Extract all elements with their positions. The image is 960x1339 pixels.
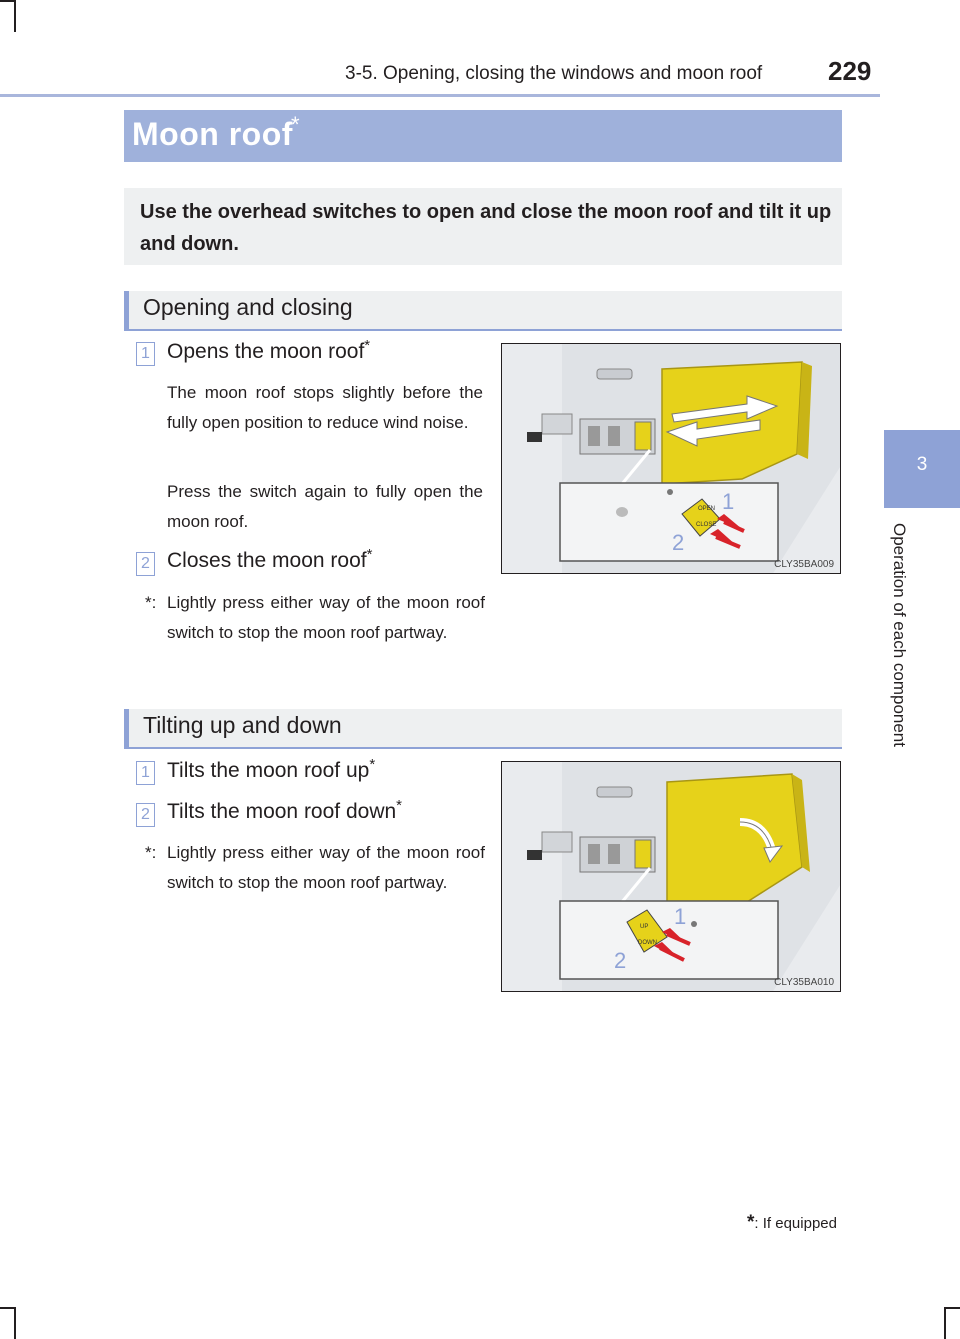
item-number-badge: 2 <box>136 552 155 576</box>
item-opens-moon-roof <box>167 337 371 364</box>
figure-tilt-switch <box>501 761 841 992</box>
callout-1: 1 <box>722 489 735 514</box>
item-number-badge: 1 <box>136 761 155 785</box>
header-section-title: 3-5. Opening, closing the windows and moon roof <box>345 63 763 84</box>
item-number-badge: 1 <box>136 342 155 366</box>
switch-label-up: UP <box>640 924 649 930</box>
note-text: Lightly press either way of the moon roof switch to stop the moon roof partway. <box>167 593 485 642</box>
note-mark: *: <box>145 843 157 862</box>
item-asterisk: * <box>369 756 376 773</box>
page-title: Moon roof <box>132 116 293 152</box>
switch-label-down: DOWN <box>638 940 657 946</box>
item-label: Tilts the moon roof up <box>167 759 370 782</box>
heading-tilting <box>124 709 842 749</box>
item-tilts-up <box>167 756 376 783</box>
crop-mark <box>944 1307 946 1339</box>
crop-mark <box>0 1307 14 1309</box>
open-close-illustration <box>502 344 841 574</box>
tilt-illustration <box>502 762 841 992</box>
chapter-tab <box>884 430 960 508</box>
chapter-number: 3 <box>916 454 928 475</box>
chapter-title: Operation of each component <box>890 523 909 747</box>
section-title-bar <box>124 110 842 162</box>
figure-code: CLY35BA009 <box>774 559 834 570</box>
figure-open-close-switch <box>501 343 841 574</box>
crop-mark <box>14 1307 16 1339</box>
intro-text: Use the overhead switches to open and close the moon roof and tilt it up and down. <box>140 201 832 255</box>
item-label: Closes the moon roof <box>167 549 367 572</box>
crop-mark <box>14 0 16 32</box>
item-label: Opens the moon roof <box>167 340 365 363</box>
item-label: Tilts the moon roof down <box>167 800 397 823</box>
paragraph-wind-noise: The moon roof stops slightly before the fully open position to reduce wind noise. <box>167 383 483 432</box>
footnote-star: * <box>747 1212 755 1233</box>
figure-code: CLY35BA010 <box>774 977 834 988</box>
switch-label-open: OPEN <box>698 506 716 512</box>
page-number: 229 <box>828 56 872 86</box>
paragraph-fully-open: Press the switch again to fully open the moon roof. <box>167 482 483 531</box>
item-asterisk: * <box>366 546 373 563</box>
note-stop-partway <box>145 838 485 898</box>
intro-box <box>124 188 842 265</box>
item-closes-moon-roof <box>167 546 373 573</box>
item-asterisk: * <box>396 797 403 814</box>
heading-text: Tilting up and down <box>143 712 342 738</box>
note-text: Lightly press either way of the moon roof switch to stop the moon roof partway. <box>167 843 485 892</box>
callout-1: 1 <box>674 904 687 929</box>
callout-2: 2 <box>614 948 627 973</box>
note-mark: *: <box>145 593 157 612</box>
heading-text: Opening and closing <box>143 294 353 320</box>
crop-mark <box>0 0 14 2</box>
callout-2: 2 <box>672 530 685 555</box>
heading-opening-closing <box>124 291 842 331</box>
item-tilts-down <box>167 797 403 824</box>
item-number-badge: 2 <box>136 803 155 827</box>
item-asterisk: * <box>364 337 371 354</box>
crop-mark <box>946 1307 960 1309</box>
footnote-if-equipped <box>747 1212 837 1234</box>
note-stop-partway <box>145 588 485 648</box>
header-rule <box>0 94 880 97</box>
chapter-title-vertical <box>886 523 920 783</box>
footnote-text: : If equipped <box>754 1215 837 1232</box>
title-asterisk: * <box>291 112 300 137</box>
switch-label-close: CLOSE <box>696 522 717 528</box>
page-header <box>0 56 960 96</box>
